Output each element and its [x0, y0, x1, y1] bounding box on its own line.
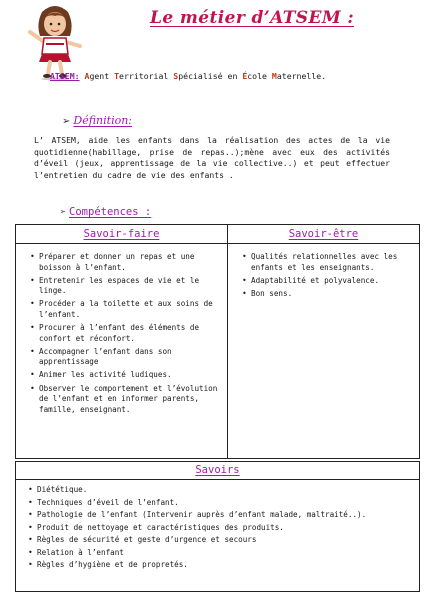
acronym-text: pécialisé en	[178, 71, 243, 81]
column-header: Savoir-être	[228, 225, 419, 244]
competences-table	[15, 224, 420, 459]
definition-text: L’ ATSEM, aide les enfants dans la réalisation des actes de la vie quotidienne(habillage, prise de repas..);mène avec eux des activités d’éveil (jeux, apprentissage de la vie collective..) et peut effectuer l’entretien du cadre de vie des enfants .	[34, 135, 390, 180]
column-header: Savoir-faire	[16, 225, 227, 244]
definition-heading: ➢ Définition:	[62, 114, 133, 127]
savoir-etre-column	[228, 225, 419, 458]
acronym-expansion	[80, 71, 327, 81]
acronym-key-letter: S	[173, 71, 179, 81]
competences-heading: ➢ Compétences :	[60, 206, 152, 218]
list-item: • Techniques d’éveil de l’enfant.	[28, 497, 413, 509]
list-item: • Bon sens.	[242, 289, 413, 300]
list-item: • Procéder a la toilette et aux soins de l’enfant.	[30, 299, 221, 320]
acronym: ATSEM:	[50, 71, 80, 81]
list-item: • Accompagner l’enfant dans son apprentissage	[30, 347, 221, 368]
list-item: • Observer le comportement et l’évolution de l’enfant et en informer parents, famille, enseignant.	[30, 384, 221, 416]
list-item: • Procurer à l’enfant des éléments de confort et réconfort.	[30, 323, 221, 344]
list-item: • Entretenir les espaces de vie et le linge.	[30, 276, 221, 297]
cartoon-girl-avatar-icon	[24, 2, 86, 80]
savoir-faire-list	[16, 244, 227, 415]
column-header: Savoirs	[16, 462, 419, 480]
list-item: • Produit de nettoyage et caractéristiques des produits.	[28, 522, 413, 534]
list-item: • Règles d’hygiène et de propretés.	[28, 559, 413, 571]
list-item: • Pathologie de l’enfant (Intervenir auprès d’enfant malade, maltraité..).	[28, 509, 413, 521]
acronym-text: gent	[89, 71, 115, 81]
arrow-bullet-icon: ➢	[60, 207, 67, 218]
list-item: • Relation à l’enfant	[28, 547, 413, 559]
acronym-intro	[50, 70, 390, 82]
acronym-key-letter: É	[242, 71, 248, 81]
savoirs-table	[15, 461, 420, 592]
list-item: • Adaptabilité et polyvalence.	[242, 276, 413, 287]
acronym-key-letter: M	[271, 71, 277, 81]
savoir-etre-list	[228, 244, 419, 299]
acronym-key-letter: A	[84, 71, 90, 81]
list-item: • Animer les activité ludiques.	[30, 370, 221, 381]
acronym-text: erritorial	[119, 71, 174, 81]
list-item: • Diététique.	[28, 484, 413, 496]
savoir-faire-column	[16, 225, 228, 458]
list-item: • Préparer et donner un repas et une boisson à l’enfant.	[30, 252, 221, 273]
list-item: • Qualités relationnelles avec les enfants et les enseignants.	[242, 252, 413, 273]
acronym-text: cole	[247, 71, 272, 81]
arrow-bullet-icon: ➢	[62, 116, 71, 127]
list-item: • Règles de sécurité et geste d’urgence et secours	[28, 534, 413, 546]
savoirs-list	[16, 480, 419, 571]
acronym-key-letter: T	[114, 71, 120, 81]
page-title: Le métier d’ATSEM :	[150, 8, 355, 28]
acronym-text: aternelle.	[276, 71, 327, 81]
